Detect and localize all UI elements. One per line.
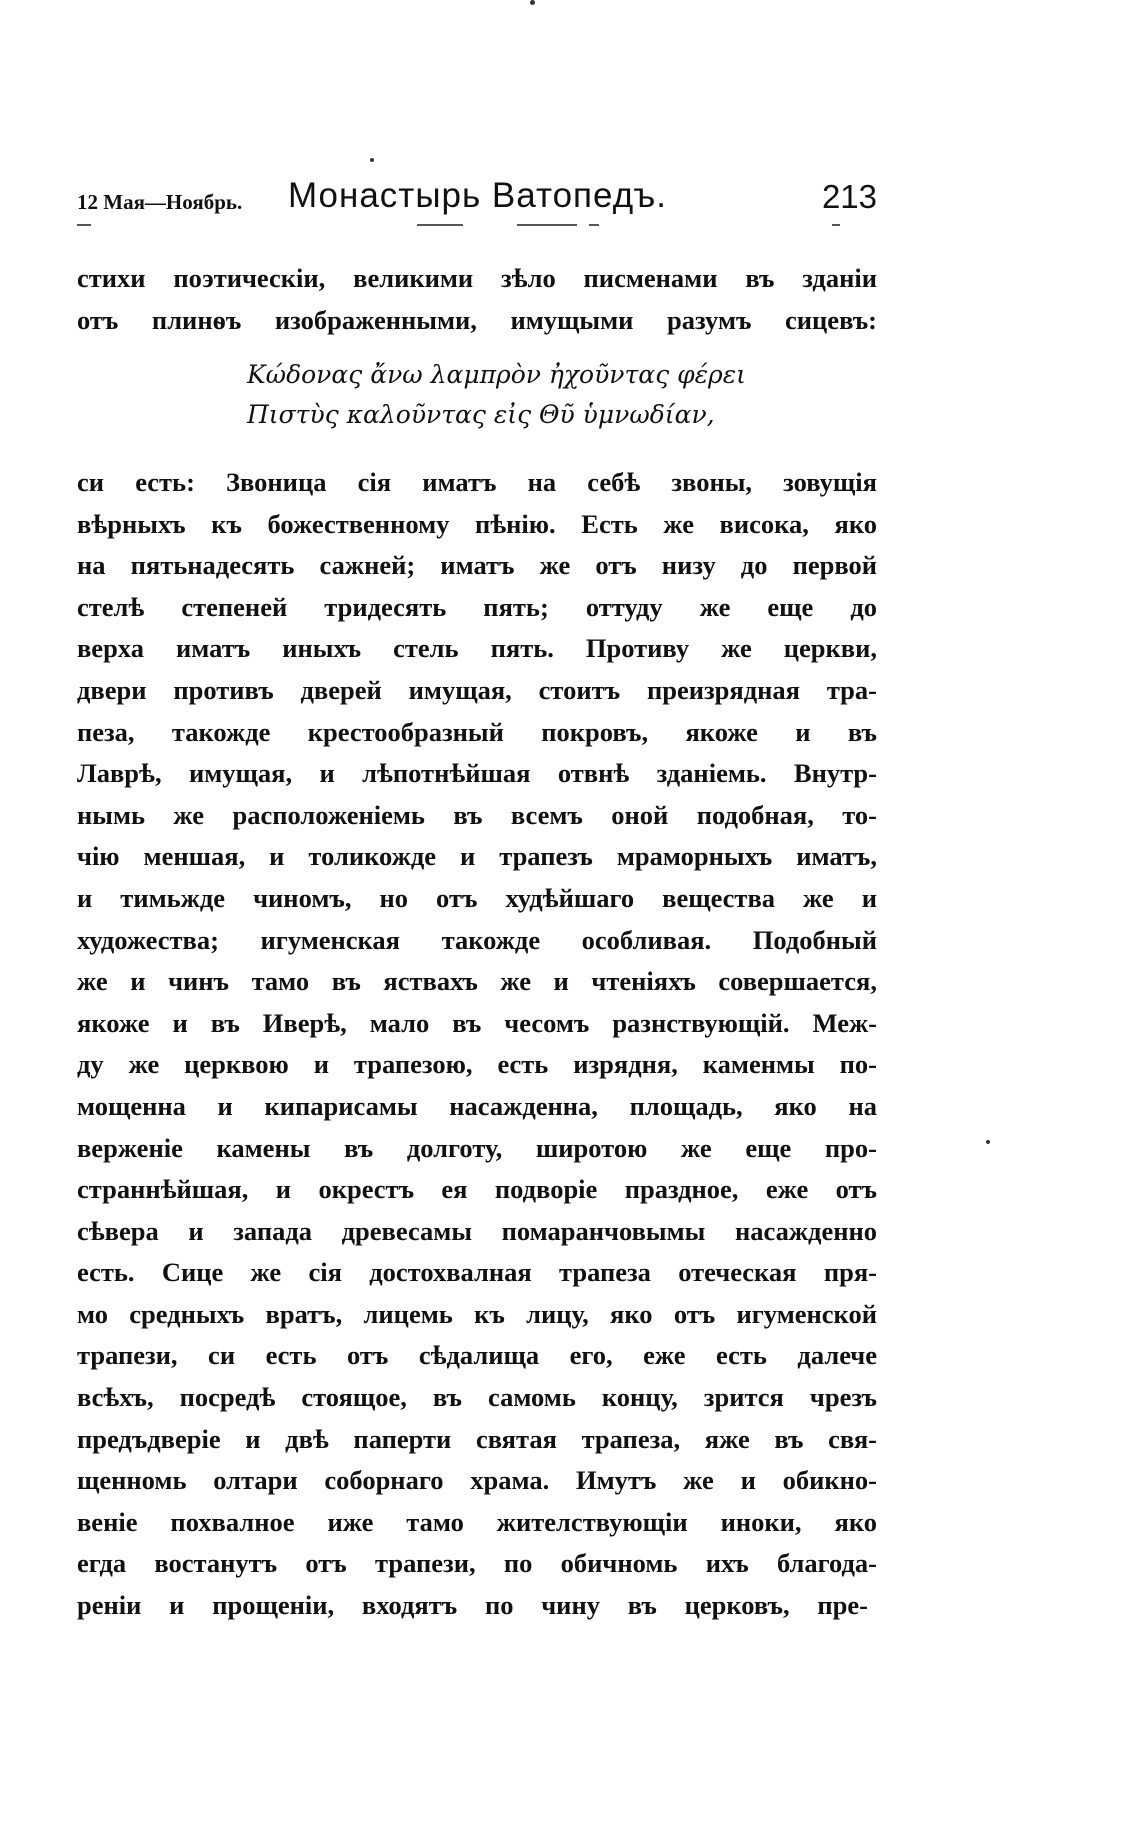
text-line: щенномь олтари соборнаго храма. Имутъ же и обикно- [77,1465,877,1496]
stray-ink-mark [986,1140,990,1144]
text-line: нымь же расположеніемь въ всемъ оной подобная, то- [77,799,877,830]
text-line: егда востанутъ отъ трапези, по обичномь ихъ благода- [77,1548,877,1579]
text-line: си есть: Звоница сія иматъ на себѣ звоны, зовущія [77,467,877,497]
text-line: и тимьжде чиномъ, но отъ худѣйшаго вещества же и [77,882,877,913]
verse-line: Πιστὺς καλοῦντας εἰς Θῦ ὑμνωδίαν, [247,400,715,429]
text-line: веніе похвалное иже тамо жителствующіи иноки, яко [77,1506,877,1537]
text-line: есть. Сице же сія достохвалная трапеза отеческая пря- [77,1257,877,1288]
stray-ink-mark [370,158,374,162]
text-line: сѣвера и запада древесамы помаранчовымы насажденно [77,1215,877,1246]
date-range: 12 Мая—Ноябрь. [77,190,243,214]
text-line: трапези, си есть отъ сѣдалища его, еже есть далече [77,1340,877,1371]
running-title: Монастырь Ватопедъ. [288,176,667,215]
text-line: всѣхъ, посредѣ стоящое, въ самомь концу, зрится чрезъ [77,1382,877,1413]
text-line: на пятьнадесять сажней; иматъ же отъ низу до первой [77,550,877,581]
header-rule-marks [77,224,877,230]
text-line: вѣрныхъ къ божественному пѣнію. Есть же висока, яко [77,508,877,539]
running-header [77,176,877,224]
paragraph-2 [77,462,877,1627]
greek-verse [247,355,767,435]
paragraph-1 [77,258,877,341]
text-line: чію меншая, и толикожде и трапезъ мраморныхъ иматъ, [77,841,877,872]
page-number: 213 [821,178,877,215]
text-line: верженіе камены въ долготу, широтою же еще про- [77,1132,877,1163]
text-line: верха иматъ иныхъ стель пять. Противу же церкви, [77,633,877,664]
text-line: страннѣйшая, и окрестъ ея подворіе праздное, еже отъ [77,1174,877,1205]
text-line: художества; игуменская такожде особливая. Подобный [77,924,877,955]
stray-ink-mark [530,0,535,5]
text-line: пеза, такожде крестообразный покровъ, якоже и въ [77,716,877,747]
text-line: реніи и прощеніи, входятъ по чину въ церковъ, пре- [77,1590,868,1621]
text-line: мощенна и кипарисамы насажденна, площадь, яко на [77,1090,877,1121]
text-line: мо средныхъ вратъ, лицемь къ лицу, яко отъ игуменской [77,1298,877,1329]
text-line: предъдверіе и двѣ паперти святая трапеза, яже въ свя- [77,1423,877,1454]
text-line: якоже и въ Иверѣ, мало въ чесомъ разнствующій. Меж- [77,1007,877,1038]
verse-line: Κώδονας ἄνω λαμπρὸν ἠχοῦντας φέρει [247,360,746,389]
text-line: отъ плинѳъ изображенными, имущыми разумъ сицевъ: [77,304,877,335]
text-line: стелѣ степеней тридесять пять; оттуду же еще до [77,591,877,622]
text-line: двери противъ дверей имущая, стоитъ преизрядная тра- [77,674,877,705]
text-line: стихи поэтическіи, великими зѣло писменами въ зданіи [77,263,877,293]
text-line: Лаврѣ, имущая, и лѣпотнѣйшая отвнѣ зданіемь. Внутр- [77,758,877,789]
text-line: же и чинъ тамо въ яствахъ же и чтеніяхъ совершается, [77,966,877,997]
text-line: ду же церквою и трапезою, есть изрядня, каменмы по- [77,1049,877,1080]
